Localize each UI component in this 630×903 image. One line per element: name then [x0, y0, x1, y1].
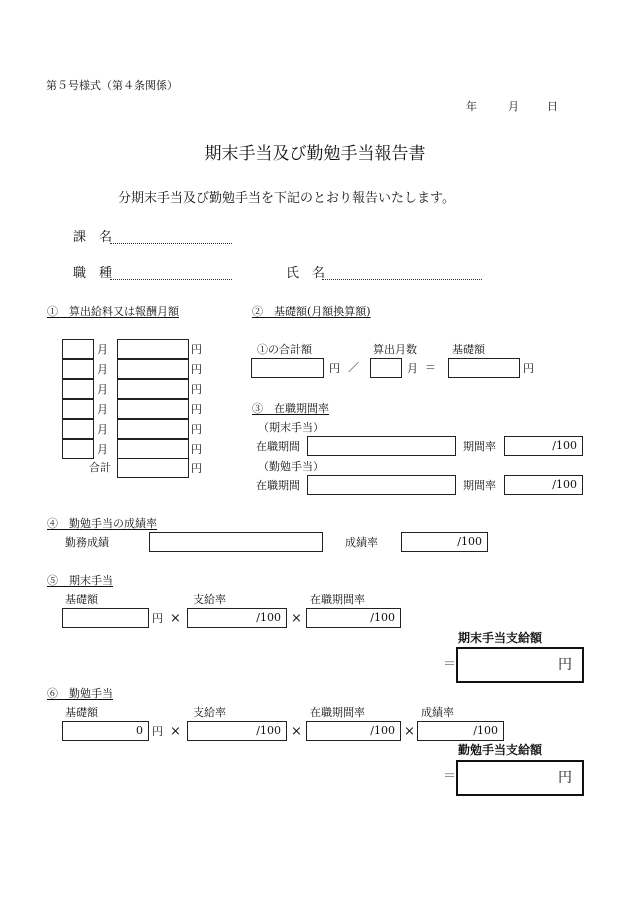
multiply-symbol: × [291, 611, 302, 626]
month-input[interactable] [62, 359, 94, 379]
month-unit: 月 [407, 362, 418, 375]
intro-text: 分期末手当及び勤勉手当を下記のとおり報告いたします。 [118, 191, 455, 206]
equals-symbol: ＝ [443, 769, 457, 784]
period-rate-label: 在職期間率 [310, 593, 365, 606]
yen-unit: 円 [152, 725, 163, 738]
amount-input[interactable] [117, 439, 189, 459]
section2-heading: ② 基礎額(月額換算額) [252, 305, 371, 318]
date-month-label: 月 [508, 100, 519, 113]
kinben-result-label: 勤勉手当支給額 [458, 743, 543, 757]
base-label: 基礎額 [65, 706, 98, 719]
base-label: 基礎額 [65, 593, 98, 606]
yen-unit: 円 [329, 362, 340, 375]
kinben-rate-input[interactable]: /100 [504, 475, 583, 495]
work-grade-label: 勤務成績 [65, 536, 109, 549]
kinben-grade-rate-input[interactable]: /100 [417, 721, 504, 741]
amount-input[interactable] [117, 419, 189, 439]
month-input[interactable] [62, 379, 94, 399]
month-input[interactable] [62, 439, 94, 459]
month-input[interactable] [62, 339, 94, 359]
multiply-symbol: × [291, 724, 302, 739]
section3-heading: ③ 在職期間率 [252, 402, 329, 415]
month-unit: 月 [97, 423, 108, 436]
work-grade-input[interactable] [149, 532, 323, 552]
job-type-line[interactable] [110, 279, 232, 280]
month-input[interactable] [62, 419, 94, 439]
job-type-label: 職 種 [73, 266, 113, 281]
period-label: 在職期間 [256, 440, 300, 453]
rate-label: 期間率 [463, 440, 496, 453]
amount-input[interactable] [117, 339, 189, 359]
month-unit: 月 [97, 443, 108, 456]
yen-unit: 円 [191, 443, 202, 456]
base-amount-input[interactable] [448, 358, 520, 378]
kinben-base-input[interactable]: 0 [62, 721, 149, 741]
yen-unit: 円 [191, 343, 202, 356]
amount-input[interactable] [117, 359, 189, 379]
kinben-result-box[interactable]: 円 [456, 760, 584, 796]
date-year-label: 年 [466, 100, 477, 113]
amount-input[interactable] [117, 379, 189, 399]
yen-unit: 円 [523, 362, 534, 375]
kimatsu-rate-input[interactable]: /100 [504, 436, 583, 456]
sum-column-label: ①の合計額 [257, 343, 312, 356]
kimatsu-sublabel: （期末手当） [258, 421, 324, 434]
kimatsu-period-rate-input[interactable]: /100 [306, 608, 401, 628]
rate-label: 期間率 [463, 479, 496, 492]
kimatsu-result-box[interactable]: 円 [456, 647, 584, 683]
section-name-label: 課 名 [73, 230, 113, 245]
kimatsu-result-label: 期末手当支給額 [458, 631, 543, 645]
yen-unit: 円 [191, 403, 202, 416]
full-name-line[interactable] [322, 279, 482, 280]
section6-heading: ⑥ 勤勉手当 [47, 687, 113, 700]
kimatsu-base-input[interactable] [62, 608, 149, 628]
kinben-period-rate-input[interactable]: /100 [306, 721, 401, 741]
date-day-label: 日 [547, 100, 558, 113]
yen-unit: 円 [152, 612, 163, 625]
form-number: 第５号様式（第４条関係） [46, 79, 178, 92]
grade-rate-label: 成績率 [421, 706, 454, 719]
months-column-label: 算出月数 [373, 343, 417, 356]
section5-heading: ⑤ 期末手当 [47, 574, 113, 587]
month-unit: 月 [97, 343, 108, 356]
multiply-symbol: × [170, 611, 181, 626]
kinben-sublabel: （勤勉手当） [258, 460, 324, 473]
section4-heading: ④ 勤勉手当の成績率 [47, 517, 157, 530]
multiply-symbol: × [170, 724, 181, 739]
grade-rate-label: 成績率 [345, 536, 378, 549]
kimatsu-pay-rate-input[interactable]: /100 [187, 608, 287, 628]
divide-symbol: ／ [348, 361, 359, 374]
grade-rate-input[interactable]: /100 [401, 532, 488, 552]
amount-input[interactable] [117, 399, 189, 419]
section-name-line[interactable] [110, 243, 232, 244]
month-unit: 月 [97, 403, 108, 416]
period-rate-label: 在職期間率 [310, 706, 365, 719]
kinben-pay-rate-input[interactable]: /100 [187, 721, 287, 741]
yen-unit: 円 [191, 462, 202, 475]
month-unit: 月 [97, 363, 108, 376]
base-column-label: 基礎額 [452, 343, 485, 356]
multiply-symbol: × [404, 724, 415, 739]
page-title: 期末手当及び勤勉手当報告書 [204, 144, 426, 164]
pay-rate-label: 支給率 [193, 593, 226, 606]
equals-symbol: ＝ [425, 361, 436, 374]
total-label: 合計 [89, 461, 111, 474]
kimatsu-period-input[interactable] [307, 436, 456, 456]
sum-input[interactable] [251, 358, 324, 378]
section1-heading: ① 算出給料又は報酬月額 [47, 305, 179, 318]
kinben-period-input[interactable] [307, 475, 456, 495]
yen-unit: 円 [191, 383, 202, 396]
month-input[interactable] [62, 399, 94, 419]
yen-unit: 円 [191, 423, 202, 436]
full-name-label: 氏 名 [286, 266, 326, 281]
month-unit: 月 [97, 383, 108, 396]
months-input[interactable] [370, 358, 402, 378]
equals-symbol: ＝ [443, 657, 457, 672]
pay-rate-label: 支給率 [193, 706, 226, 719]
yen-unit: 円 [191, 363, 202, 376]
total-amount-input[interactable] [117, 458, 189, 478]
period-label: 在職期間 [256, 479, 300, 492]
